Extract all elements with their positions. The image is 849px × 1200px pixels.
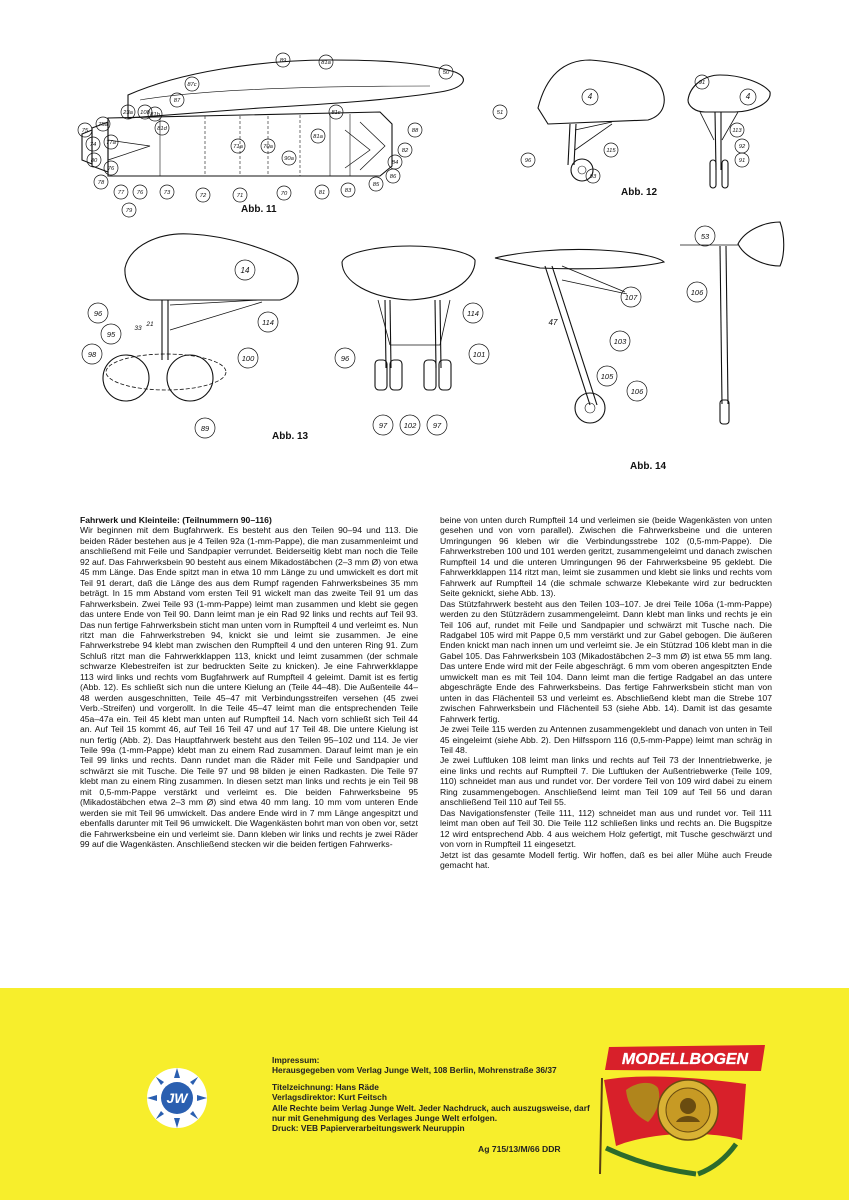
- callout-12-4: 4: [587, 92, 593, 101]
- callout-83: 83: [344, 188, 352, 194]
- callout-13-33: 33: [134, 325, 142, 332]
- callout-12-4b: 4: [745, 92, 751, 101]
- callout-14-106: 106: [630, 387, 644, 396]
- abb12-drawing: [521, 60, 770, 188]
- callout-70: 70: [280, 191, 288, 197]
- callout-13b-102: 102: [403, 421, 417, 430]
- impressum-title: Impressum:: [272, 1055, 320, 1065]
- callout-12-91: 91: [698, 80, 706, 86]
- callout-73: 73: [163, 190, 171, 196]
- technical-drawings: [0, 0, 849, 505]
- callout-12-115: 115: [606, 148, 616, 154]
- callout-70a: 70a: [263, 144, 273, 150]
- callout-90a: 90a: [284, 156, 294, 162]
- callout-88: 88: [411, 128, 419, 134]
- caption-abb13: Abb. 13: [272, 431, 309, 442]
- article-title: Fahrwerk und Kleinteile: (Teilnummern 90–116): [80, 515, 272, 525]
- abb13-front-drawing: [335, 246, 489, 435]
- callout-75a: 75a: [98, 122, 108, 128]
- callout-85: 85: [372, 182, 380, 188]
- callout-89: 89: [279, 58, 287, 64]
- caption-abb11: Abb. 11: [241, 204, 277, 215]
- callout-13b-97: 97: [378, 421, 388, 430]
- callout-81a-2: 81a: [313, 134, 323, 140]
- modellbogen-logo: [603, 1044, 767, 1072]
- order-number: Ag 715/13/M/66 DDR: [478, 1144, 561, 1154]
- callout-108: 108: [140, 110, 150, 116]
- callout-77a: 77a: [106, 140, 116, 146]
- article-left-text: Wir beginnen mit dem Bugfahrwerk. Es besteht aus den Teilen 90–94 und 113. Die beiden Räder bestehen aus je 4 Teilen 92a (1-mm-Pappe), die man zusammenleimt und anschließend mit Feile und Sandpapier verrundet. Beiderseitig klebt man noch die Teile 92 auf. Das Fahrwerksbein 90 besteht aus einem Mikadostäbchen (2–3 mm Ø) von etwa 45 mm Länge. Das Ende spitzt man in etwa 10 mm Länge zu und umwickelt es dort mit Teil 91 derart, daß die Länge des aus dem Rumpf ragenden Fahrwerksbeines 35 mm beträgt. In 15 mm Abstand vom ersten Teil 91 wickelt man das zweite Teil 91 um das Fahrwerksbein. Zwei Teile 93 (1-mm-Pappe) leimt man zusammen und klebt sie gegen das untere Ende von Teil 90. Dann leimt man je ein Rad 92 links und rechts auf Teil 93. Das nun fertige Fahrwerksbein sticht man unten vorn in Rumpfteil 4 und verleimt es. Nun ritzt man die Fahrwerkstreben 94, knickt sie und leimt sie zusammen. Je eine Fahrwerkstrebe 94 klebt man zwischen den Rumpfteil 4 und den unteren Ring 91. Zum Schluß ritzt man die Fahrwerkklappen 113, knickt und leimt zusammen (der schmale schwarze Klebestreifen ist zur bedruckten Seite zu knicken). Je eine Fahrwerkklappe 113 wird links und rechts vom Bugfahrwerk auf Rumpfteil 4 geleimt. Damit ist es fertig (Abb. 12). Es schließt sich nun die untere Kielung an (Teile 44–48). Die Außenteile 44–48 werden ausgeschnitten, Teile 45–47 mit Verbindungsstreifen versehen (45 zwei Verb.-Streifen) und vorgerollt. In die Teile 45–47 leimt man die entsprechenden Teile 45a–47a ein. Teil 45 klebt man unten auf Rumpfteil 14. Nach vorn schließt sich Teil 44 an. Auf Teil 15 kommt 46, auf Teil 16 Teil 47 und auf 17 Teil 48. Die untere Kielung ist nun fertig (Abb. 2). Das Hauptfahrwerk besteht aus den Teilen 95–102 und 114. Je vier Teile 99a (1-mm-Pappe) klebt man zu einem Rad zusammen. Darauf leimt man je ein Teil 99 links und rechts. Dann rundet man die Räder mit Feile und Sandpapier und schwärzt sie mit Tusche. Die Teile 97 und 98 bilden je einen Radkasten. Die Teile 97 klebt man zu einem Ring zusammen. In diesen setzt man links und rechts je ein Teil 98 mit 0,5-mm-Pappe verstärkt und verleimt es. Die beiden Fahrwerksbeine 95 (Mikadostäbchen etwa 2–3 mm Ø) sind etwa 40 mm lang. 10 mm vom unteren Ende werden sie mit Teil 96 umwickelt. Das andere Ende wird in 7 mm Länge angespitzt und ebenfalls darunter mit Teil 96 umwickelt. Die Wagenkästen bohrt man von oben vor, setzt die Fahrwerksbeine ein und verleimt sie. Dann kleben wir links und rechts je zwei Räder 99 auf die Wagenkästen. Anschließend stecken wir die beiden fertigen Fahrwerks-: [80, 525, 418, 850]
- caption-abb14: Abb. 14: [630, 461, 667, 472]
- callout-12-92: 92: [738, 144, 746, 150]
- logo-letters: JW: [166, 1090, 188, 1106]
- callout-81: 81: [318, 190, 326, 196]
- callout-12-93: 93: [589, 174, 597, 180]
- callout-84: 84: [391, 160, 399, 166]
- impressum-print: Druck: VEB Papierverarbeitungswerk Neuruppin: [272, 1123, 465, 1134]
- callout-13-21: 21: [146, 321, 154, 328]
- impressum-publisher-block: [272, 1055, 592, 1076]
- impressum: [272, 1055, 592, 1134]
- callout-14-47: 47: [548, 318, 558, 327]
- callout-12-113: 113: [732, 128, 742, 134]
- callout-23a: 23a: [123, 110, 133, 116]
- callout-81a: 81a: [321, 60, 331, 66]
- callout-87: 87: [173, 98, 181, 104]
- callout-14-104: 106: [690, 288, 704, 297]
- impressum-drawing: Titelzeichnung: Hans Räde: [272, 1081, 379, 1092]
- callout-14-53: 53: [700, 232, 710, 241]
- callout-79: 79: [125, 208, 133, 214]
- junge-welt-logo-icon: [145, 1066, 209, 1130]
- impressum-publisher: Herausgegeben vom Verlag Junge Welt, 108 Berlin, Mohrenstraße 36/37: [272, 1065, 557, 1076]
- callout-77: 77: [117, 190, 125, 196]
- callout-13-95: 95: [106, 330, 116, 339]
- callout-81b: 81b: [150, 112, 160, 118]
- callout-71: 71: [236, 193, 244, 199]
- callout-81d: 81d: [157, 126, 167, 132]
- callout-13b-114: 114: [467, 309, 479, 318]
- callout-86: 86: [389, 174, 397, 180]
- callout-13-100: 100: [241, 354, 255, 363]
- callout-12-96: 96: [524, 158, 532, 164]
- callout-14-105: 105: [600, 372, 614, 381]
- callout-12-91b: 91: [738, 158, 746, 164]
- callout-13-114: 114: [262, 318, 274, 327]
- impressum-director: Verlagsdirektor: Kurt Feitsch: [272, 1092, 387, 1103]
- callout-50: 50: [442, 70, 450, 76]
- callout-72: 72: [199, 193, 207, 199]
- callout-76: 76: [107, 166, 115, 172]
- article-left-column: [80, 515, 418, 850]
- callout-13-89: 89: [200, 424, 210, 433]
- callout-87c: 87c: [187, 82, 197, 88]
- callout-75: 75: [81, 128, 89, 134]
- callout-14-107: 107: [624, 293, 638, 302]
- callout-13-96: 96: [93, 309, 103, 318]
- callout-13b-97b: 97: [432, 421, 442, 430]
- callout-71a: 71a: [233, 144, 243, 150]
- callout-13-14: 14: [240, 266, 250, 275]
- callout-13b-101: 101: [472, 350, 486, 359]
- flag-emblem-icon: [596, 1070, 756, 1178]
- callout-51: 51: [496, 110, 504, 116]
- callout-13-98: 98: [87, 350, 97, 359]
- callout-82: 82: [401, 148, 409, 154]
- impressum-rights: Alle Rechte beim Verlag Junge Welt. Jeder Nachdruck, auch auszugsweise, darf nur mit Genehmigung des Verlages Junge Welt erfolgen.: [272, 1102, 590, 1124]
- callout-74: 74: [89, 142, 97, 148]
- callout-81c: 81c: [331, 110, 341, 116]
- article-right-column: [440, 515, 772, 870]
- brand-text: MODELLBOGEN: [621, 1051, 749, 1068]
- caption-abb12: Abb. 12: [621, 187, 658, 198]
- callout-14-103: 103: [613, 337, 627, 346]
- callout-78: 78: [97, 180, 105, 186]
- callout-13b-96: 96: [340, 354, 350, 363]
- article-right-text: beine von unten durch Rumpfteil 14 und verleimen sie (beide Wagenkästen von unten gesehen und von vorn parallel). Zwischen die Fahrwerksbeine und die unteren Umringungen 96 kleben wir die Verbindungsstrebe 102 (0,5-mm-Pappe). Die Fahrwerkstreben 100 und 101 werden geritzt, zusammengeleimt und danach zwischen Rumpfteil 14 und die unteren Umringungen 96 der Fahrwerksbeine 95 geklebt. Die Fahrwerkklappen 114 ritzt man, leimt sie zusammen und klebt sie links und rechts vom Fahrwerk auf Rumpfteil 14 (die schmale schwarze Klebekante wird zur bedruckten Seite geknickt, siehe Abb. 13). Das Stützfahrwerk besteht aus den Teilen 103–107. Je drei Teile 106a (1-mm-Pappe) werden zu den Stützrädern zusammengeleimt. Dann klebt man links und rechts je ein Teil 106 auf, rundet mit Feile und Sandpapier und schwärzt mit Tusche nach. Die Radgabel 105 wird mit Pappe 0,5 mm verstärkt und zur Gabel gebogen. Die äußeren Enden knickt man nach innen um und verleimt sie. Je ein Stützrad 106 klebt man in die Gabel 105. Das Fahrwerksbein 103 (Mikadostäbchen 2–3 mm Ø) ist etwa 55 mm lang. Das untere Ende wird mit der Feile abgeschrägt. 6 mm vom oberen angespitzten Ende umwickelt man es mit Teil 104. Dann leimt man die fertige Radgabel an das untere abgeschrägte Ende des Fahrwerksbeins. Das fertige Fahrwerksbein sticht man von unten in das Flächenteil 53 und verleimt es. Abschließend klebt man die Strebe 107 zwischen Fahrwerksbein und Flächenteil 53 (siehe Abb. 14). Damit ist das gesamte Fahrwerk fertig. Je zwei Teile 115 werden zu Antennen zusammengeklebt und danach von unten in Teil 45 eingeleimt (siehe Abb. 2). Den Hilfssporn 116 (0,5-mm-Pappe) leimt man schräg in Teil 48. Je zwei Luftluken 108 leimt man links und rechts auf Teil 73 der Innentriebwerke, je eine links und rechts auf Rumpfteil 7. Die Luftluken der Außentriebwerke (Teile 109, 110) schneidet man aus und rundet vor. Der vordere Teil von 109 wird dabei zu einem Ring zusammengebogen. Anschließend leimt man Teil 109 auf Teil 56 und daran anschließend Teil 110 auf Teil 55. Das Navigationsfenster (Teile 111, 112) schneidet man aus und rundet vor. Teil 111 leimt man oben auf Teil 30. Die Teile 112 schließen links und rechts an. Die Bugspitze 12 wird entsprechend Abb. 4 aus weichem Holz gefertigt, mit Tusche geschwärzt und von vorn in Rumpfteil 11 eingesetzt. Jetzt ist das gesamte Modell fertig. Wir hoffen, daß es bei aller Mühe auch Freude gemacht hat.: [440, 515, 772, 870]
- callout-80: 80: [90, 158, 98, 164]
- callout-76-2: 76: [136, 190, 144, 196]
